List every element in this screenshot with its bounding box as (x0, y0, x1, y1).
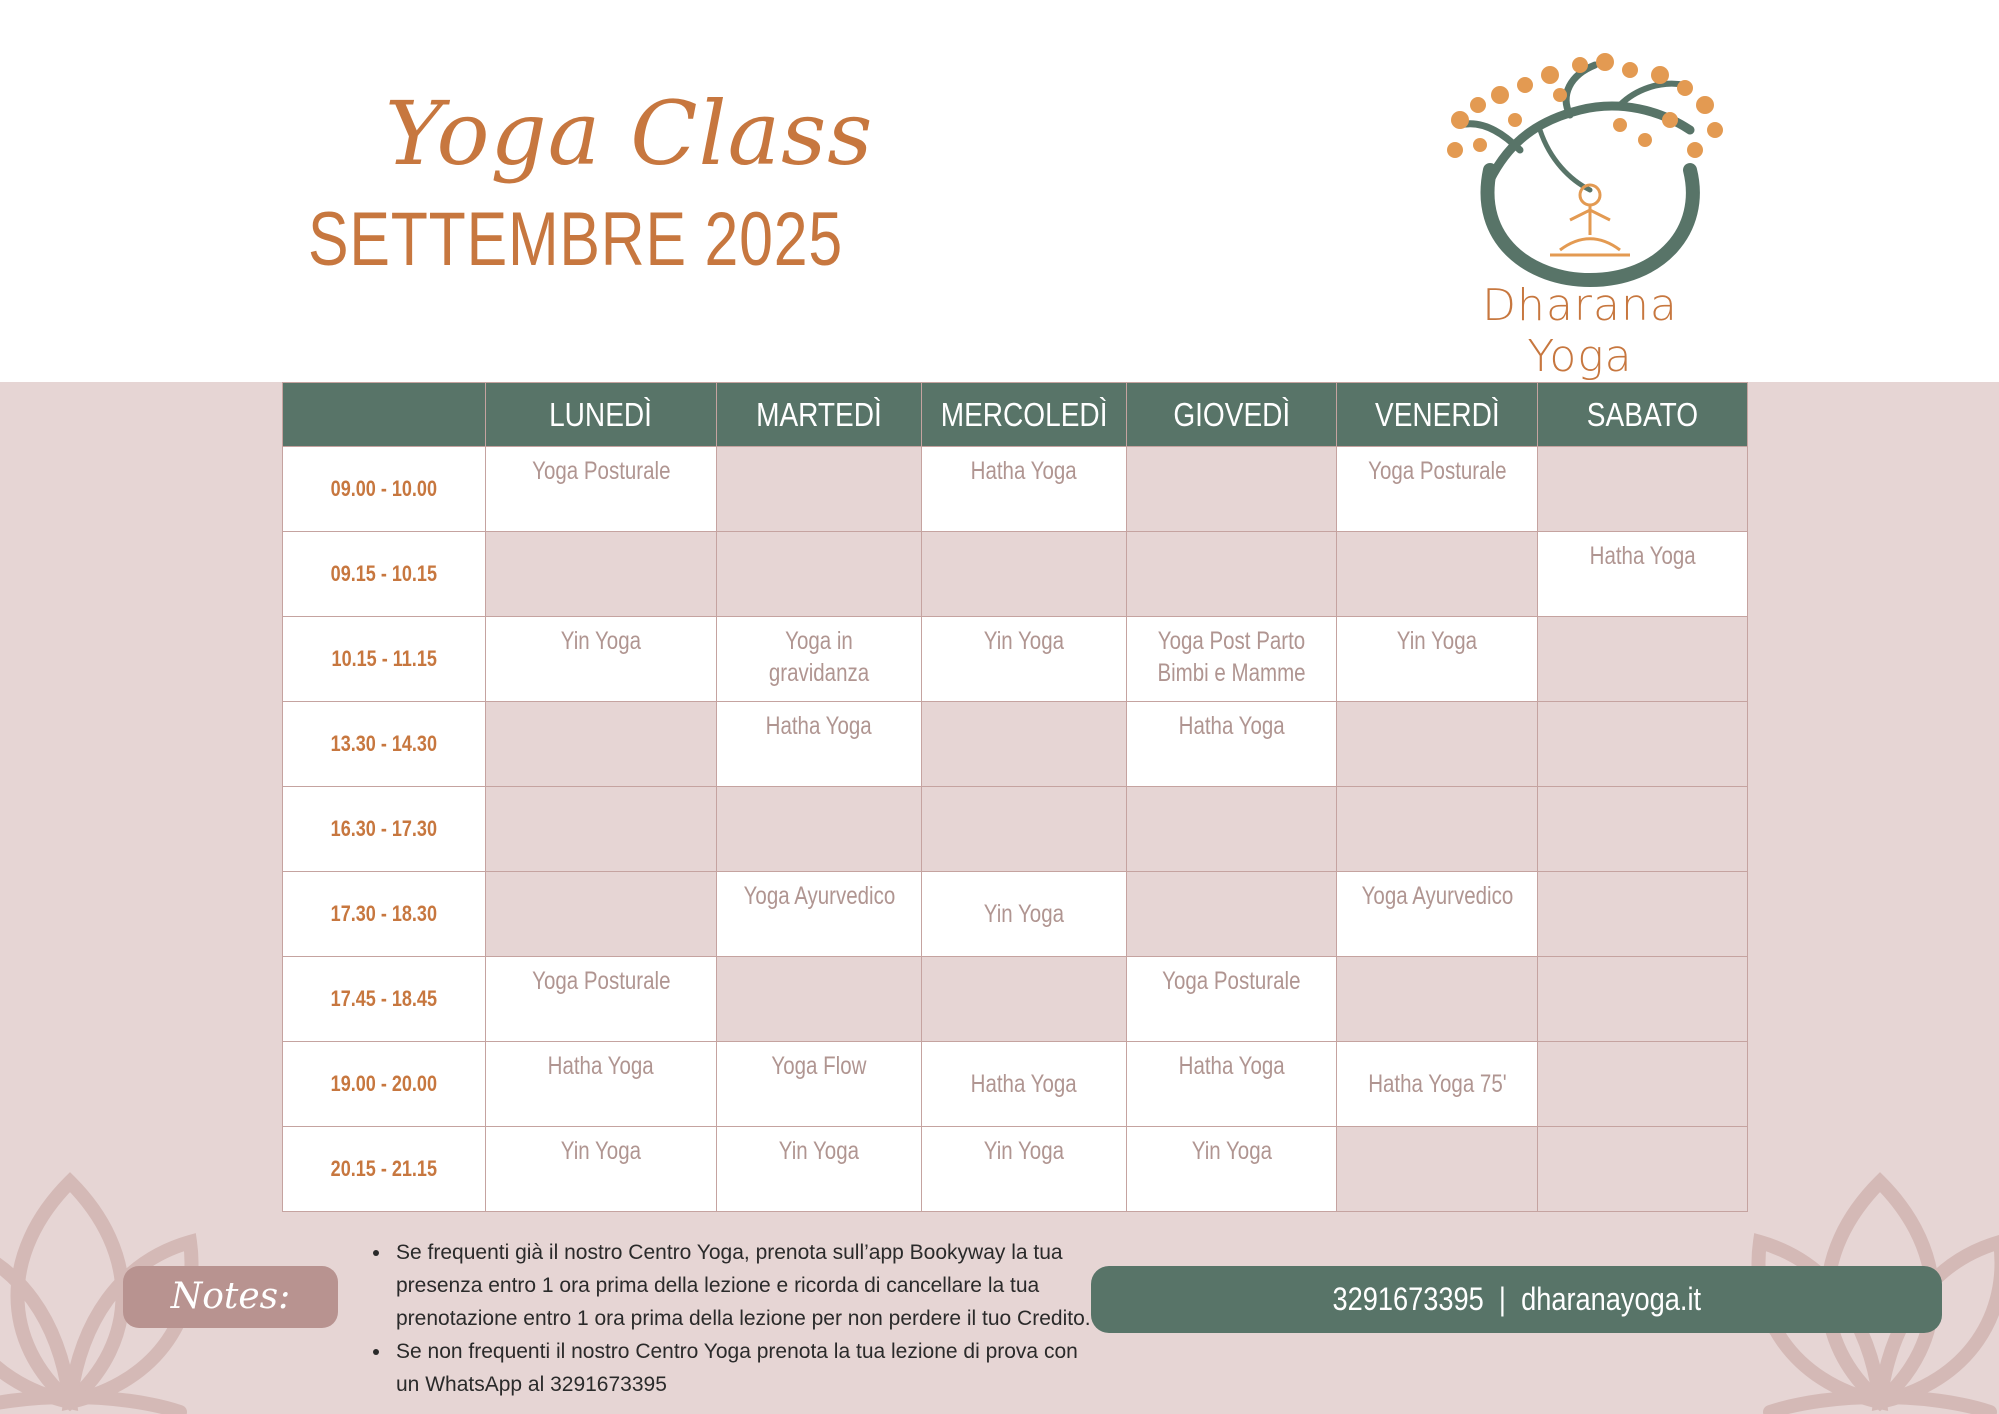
class-cell (486, 532, 717, 617)
class-cell (1538, 447, 1748, 532)
class-cell: Yoga Posturale (486, 447, 717, 532)
class-cell: Hatha Yoga (922, 1042, 1127, 1127)
time-slot: 09.15 - 10.15 (283, 532, 486, 617)
class-cell (922, 957, 1127, 1042)
table-row (283, 702, 1748, 787)
day-header: MERCOLEDÌ (922, 383, 1127, 447)
class-cell (1337, 957, 1538, 1042)
class-cell: Yoga Posturale (1337, 447, 1538, 532)
class-cell: Yin Yoga (922, 1127, 1127, 1212)
table-row (283, 1042, 1748, 1127)
contact-text: 3291673395 | dharanayoga.it (1332, 1281, 1701, 1317)
title-script: Yoga Class (385, 82, 874, 185)
class-cell: Hatha Yoga (1127, 1042, 1337, 1127)
class-cell (1337, 702, 1538, 787)
class-cell (1127, 872, 1337, 957)
contact-bar (1091, 1266, 1942, 1333)
class-cell: Hatha Yoga 75' (1337, 1042, 1538, 1127)
class-cell: Yin Yoga (1337, 617, 1538, 702)
class-cell: Yin Yoga (1127, 1127, 1337, 1212)
time-slot: 19.00 - 20.00 (283, 1042, 486, 1127)
class-cell (1538, 957, 1748, 1042)
table-row (283, 1127, 1748, 1212)
class-cell (486, 787, 717, 872)
class-cell: Yoga Posturale (486, 957, 717, 1042)
class-cell: Hatha Yoga (717, 702, 922, 787)
time-slot: 13.30 - 14.30 (283, 702, 486, 787)
class-cell (1538, 1042, 1748, 1127)
time-slot: 10.15 - 11.15 (283, 617, 486, 702)
class-cell (1127, 532, 1337, 617)
class-cell (717, 532, 922, 617)
header-corner (283, 383, 486, 447)
class-cell (922, 532, 1127, 617)
class-cell (1337, 1127, 1538, 1212)
time-slot: 09.00 - 10.00 (283, 447, 486, 532)
class-cell: Yin Yoga (922, 617, 1127, 702)
class-cell (1337, 532, 1538, 617)
table-row (283, 532, 1748, 617)
note-item: • Se non frequenti il nostro Centro Yoga prenota la tua lezione di prova con un WhatsApp al 3291673395 (392, 1335, 1092, 1401)
day-header: MARTEDÌ (717, 383, 922, 447)
day-header: LUNEDÌ (486, 383, 717, 447)
table-row (283, 872, 1748, 957)
class-cell: Hatha Yoga (1538, 532, 1748, 617)
notes-list (370, 1236, 1092, 1401)
time-slot: 17.45 - 18.45 (283, 957, 486, 1042)
class-cell (1337, 787, 1538, 872)
class-cell: Yoga Ayurvedico (1337, 872, 1538, 957)
table-row (283, 617, 1748, 702)
class-cell (1127, 447, 1337, 532)
class-cell (1538, 872, 1748, 957)
class-cell (922, 787, 1127, 872)
day-header: VENERDÌ (1337, 383, 1538, 447)
class-cell (1538, 702, 1748, 787)
class-cell: Yin Yoga (922, 872, 1127, 957)
class-cell: Yoga Posturale (1127, 957, 1337, 1042)
class-cell: Hatha Yoga (1127, 702, 1337, 787)
schedule-header-row (283, 383, 1748, 447)
schedule-table (282, 382, 1748, 1212)
note-item: • Se frequenti già il nostro Centro Yoga, prenota sull’app Bookyway la tua presenza entro 1 ora prima della lezione e ricorda di cancellare la tua prenotazione entro 1 ora prima della lezione per non perdere il tuo Credito. (392, 1236, 1092, 1335)
time-slot: 17.30 - 18.30 (283, 872, 486, 957)
class-cell (1538, 1127, 1748, 1212)
table-row (283, 957, 1748, 1042)
class-cell (717, 957, 922, 1042)
page-title-month: SETTEMBRE 2025 (308, 197, 843, 282)
table-row (283, 787, 1748, 872)
class-cell: Yoga Flow (717, 1042, 922, 1127)
class-cell (1127, 787, 1337, 872)
notes-label: Notes: (123, 1266, 338, 1328)
class-cell: Yin Yoga (486, 617, 717, 702)
class-cell (717, 447, 922, 532)
class-cell (486, 702, 717, 787)
class-cell (1538, 617, 1748, 702)
class-cell: Yoga Ayurvedico (717, 872, 922, 957)
day-header: GIOVEDÌ (1127, 383, 1337, 447)
class-cell: Yin Yoga (486, 1127, 717, 1212)
table-row (283, 447, 1748, 532)
brand-name: Dharana Yoga (1482, 280, 1678, 382)
class-cell: Hatha Yoga (922, 447, 1127, 532)
class-cell (717, 787, 922, 872)
time-slot: 16.30 - 17.30 (283, 787, 486, 872)
class-cell: Yin Yoga (717, 1127, 922, 1212)
class-cell: Yoga Post Parto Bimbi e Mamme (1127, 617, 1337, 702)
class-cell: Hatha Yoga (486, 1042, 717, 1127)
class-cell (486, 872, 717, 957)
time-slot: 20.15 - 21.15 (283, 1127, 486, 1212)
class-cell (1538, 787, 1748, 872)
class-cell (922, 702, 1127, 787)
day-header: SABATO (1538, 383, 1748, 447)
class-cell: Yoga in gravidanza (717, 617, 922, 702)
